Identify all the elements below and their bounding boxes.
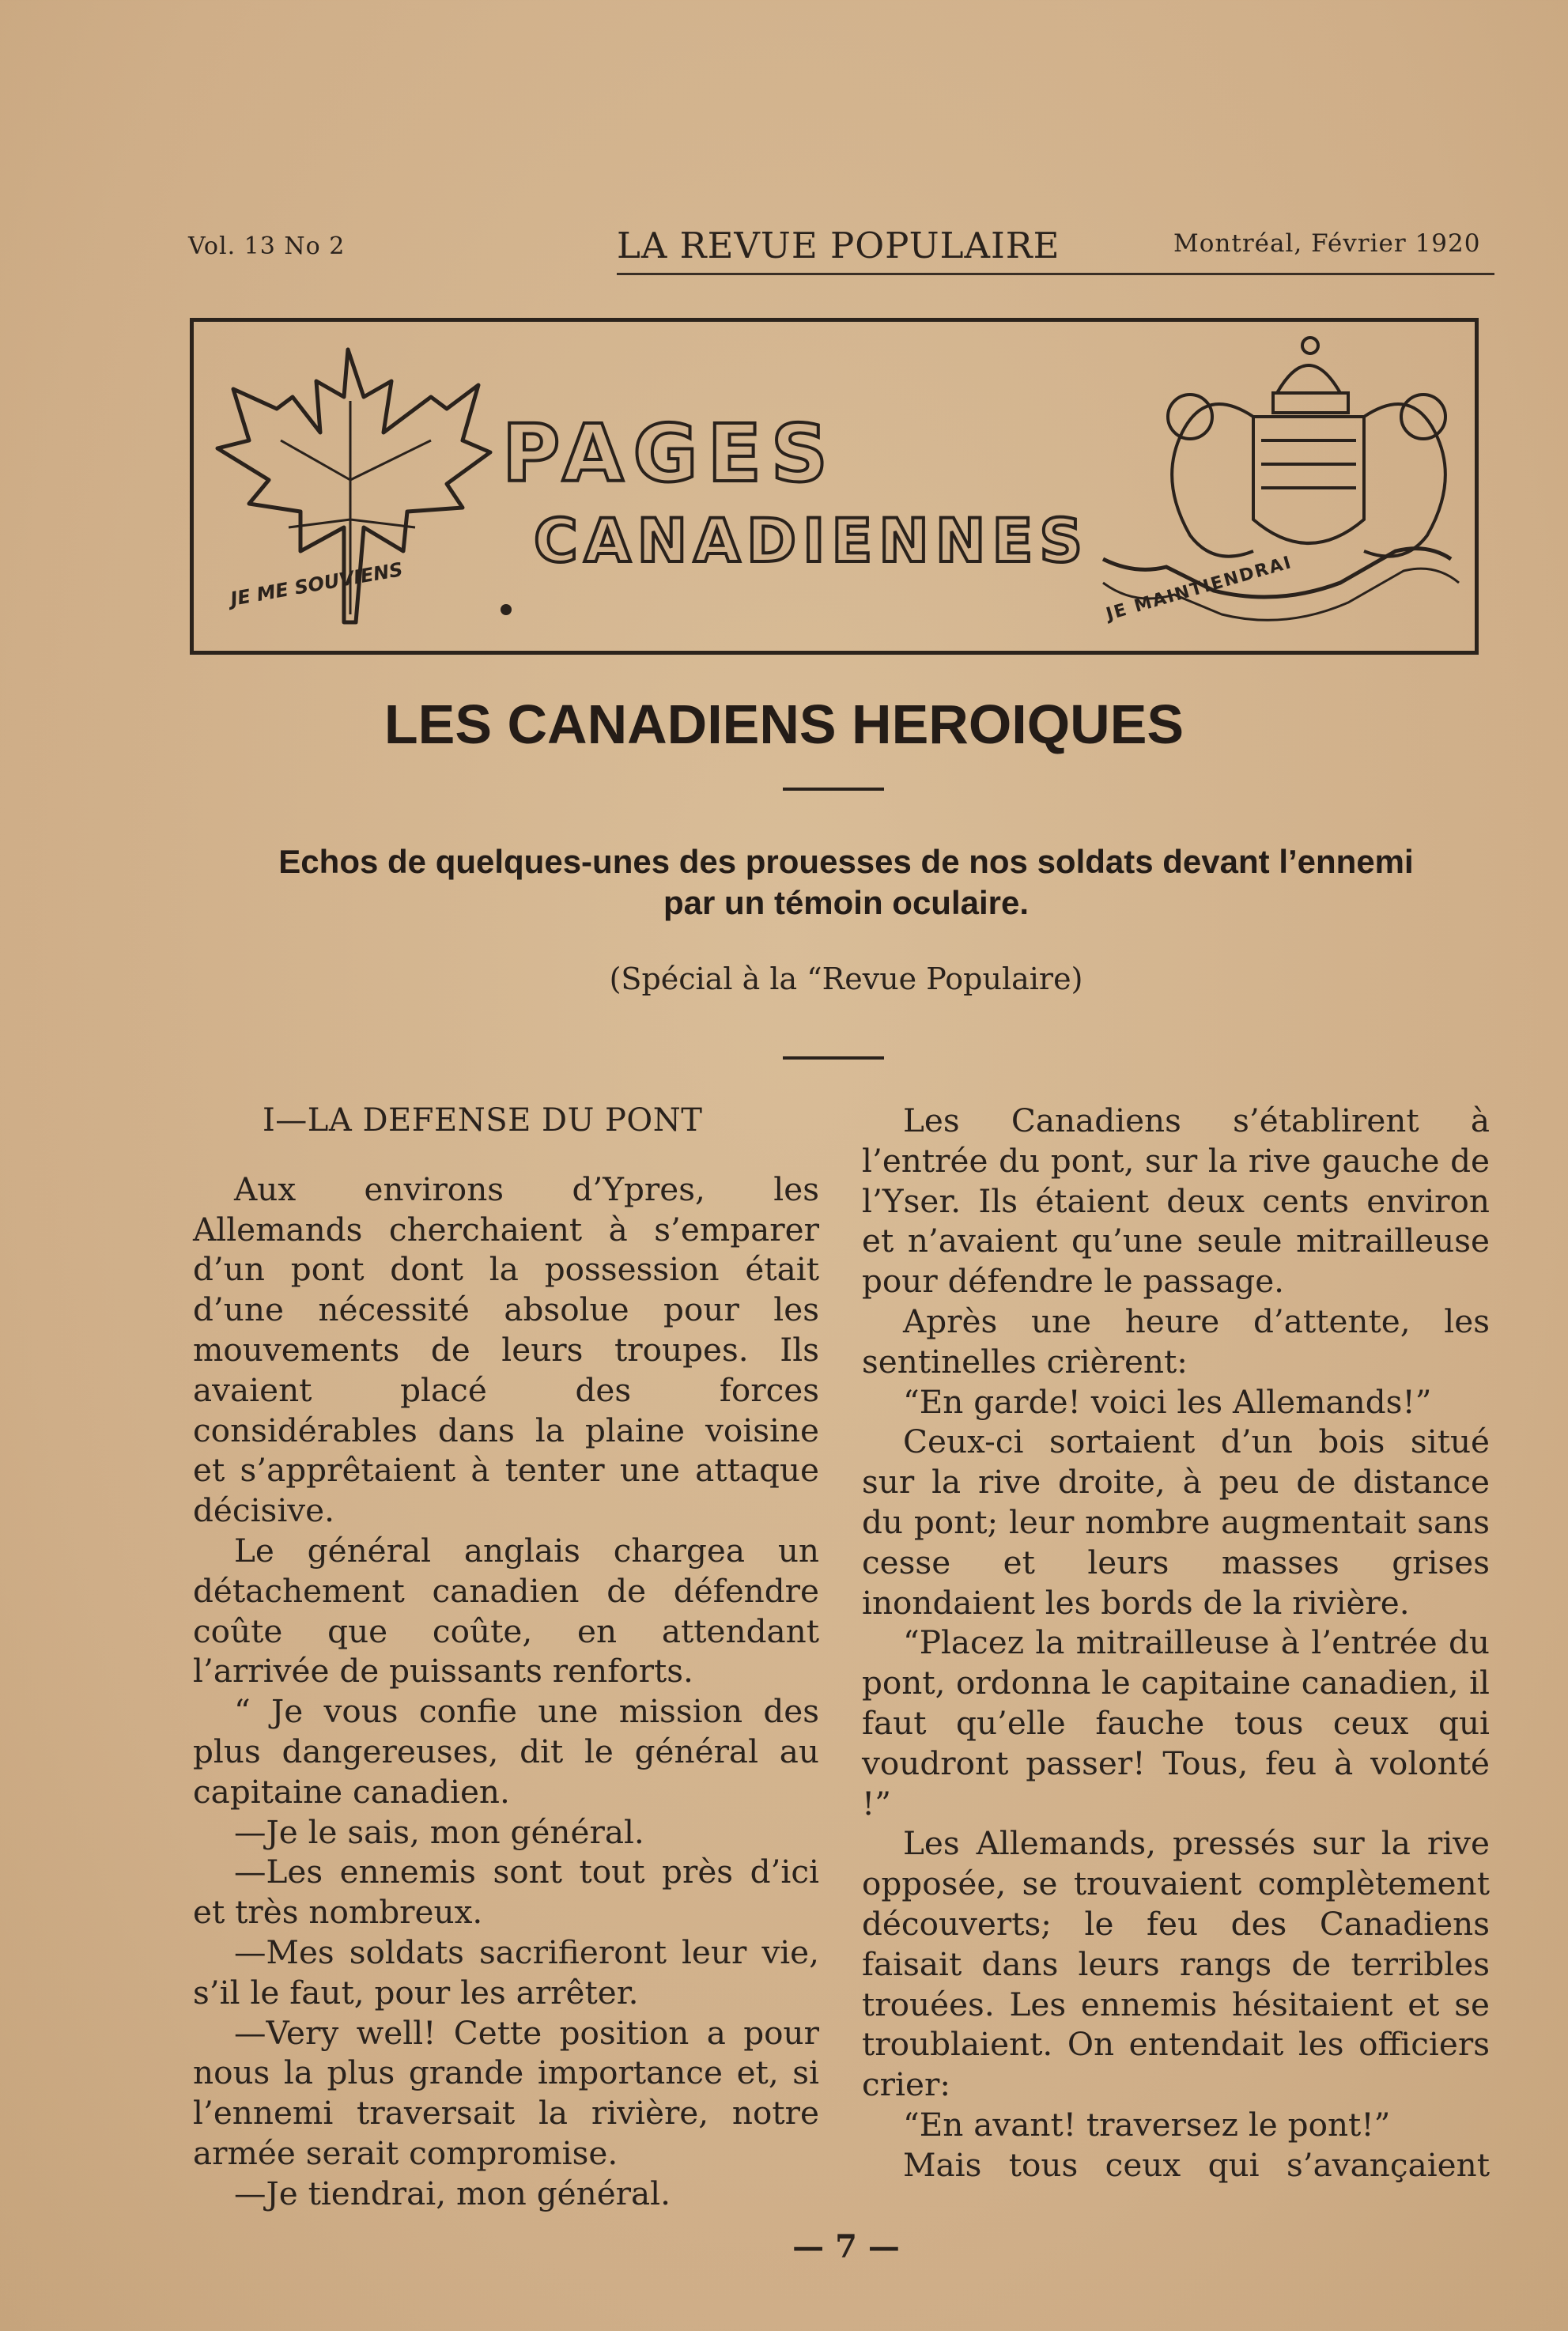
article-column-left — [193, 1101, 819, 2214]
page-number: — 7 — — [792, 2228, 900, 2265]
paragraph: “Placez la mitrailleuse à l’entrée du pont, ordonna le capitaine canadien, il faut qu’elle fauche tous ceux qui voudront passer! Tous, feu à volonté !” — [862, 1623, 1490, 1823]
banner-title-line-1: PAGES — [502, 407, 837, 500]
paragraph: “En garde! voici les Allemands!” — [903, 1382, 1432, 1421]
paragraph: Ceux-ci sortaient d’un bois situé sur la rive droite, à peu de distance du pont; leur nombre augmentait sans cesse et leurs masses grises inondaient les bords de la rivière. — [862, 1422, 1490, 1622]
header-rule — [617, 273, 1494, 275]
paragraph: Le général anglais chargea un détachement canadien de défendre coûte que coûte, en attendant l’arrivée de puissants renforts. — [193, 1531, 819, 1691]
banner-title-line-2: CANADIENNES — [534, 505, 1090, 576]
title-rule — [783, 788, 884, 791]
banner-motto-right: JE MAINTIENDRAI — [1104, 552, 1295, 625]
subtitle-rule — [783, 1056, 884, 1060]
section-heading: I—LA DEFENSE DU PONT — [263, 1102, 703, 1139]
paragraph: —Very well! Cette position a pour nous la plus grande importance et, si l’ennemi traversait la rivière, notre armée serait compromise. — [193, 2013, 819, 2172]
article-column-right — [862, 1101, 1490, 2186]
paragraph: —Les ennemis sont tout près d’ici et très nombreux. — [193, 1853, 819, 1932]
paragraph: Après une heure d’attente, les sentinelles crièrent: — [862, 1302, 1490, 1381]
paragraph: —Je tiendrai, mon général. — [234, 2174, 671, 2212]
paragraph: “En avant! traversez le pont!” — [903, 2105, 1391, 2144]
paragraph: Les Canadiens s’établirent à l’entrée du pont, sur la rive gauche de l’Yser. Ils étaient deux cents environ et n’avaient qu’une seule mitrailleuse pour défendre le passage. — [862, 1101, 1490, 1301]
place-date: Montréal, Février 1920 — [1173, 229, 1481, 258]
paragraph: Mais tous ceux qui s’avançaient — [903, 2145, 1490, 2184]
banner-motto-left: JE ME SOUVIENS — [229, 558, 405, 610]
volume-number: Vol. 13 No 2 — [188, 232, 346, 260]
article-subtitle — [0, 841, 1568, 924]
article-title: LES CANADIENS HEROIQUES — [383, 693, 1185, 755]
subtitle-line-1: Echos de quelques-unes des prouesses de nos soldats devant l’ennemi — [278, 843, 1414, 880]
paragraph: Les Allemands, pressés sur la rive opposée, se trouvaient complètement découverts; le feu des Canadiens faisait dans leurs rangs de terribles trouées. Les ennemis hésitaient et se troublaient. On entendait les officiers crier: — [862, 1824, 1490, 2104]
paragraph: —Je le sais, mon général. — [234, 1812, 644, 1851]
paragraph: “ Je vous confie une mission des plus dangereuses, dit le général au capitaine canadien. — [193, 1692, 819, 1811]
coat-of-arms-icon — [1103, 338, 1459, 620]
subtitle-line-2: par un témoin oculaire. — [663, 884, 1030, 921]
paragraph: Aux environs d’Ypres, les Allemands cherchaient à s’emparer d’un pont dont la possession était d’une nécessité absolue pour les mouvements de leurs troupes. Ils avaient placé des forces considérables dans la plaine voisine et s’apprêtaient à tenter une attaque décisive. — [193, 1169, 819, 1530]
paragraph: —Mes soldats sacrifieront leur vie, s’il le faut, pour les arrêter. — [193, 1932, 819, 2012]
publication-name: LA REVUE POPULAIRE — [617, 225, 1060, 266]
special-note: (Spécial à la “Revue Populaire) — [609, 961, 1083, 996]
section-banner — [190, 318, 1479, 655]
